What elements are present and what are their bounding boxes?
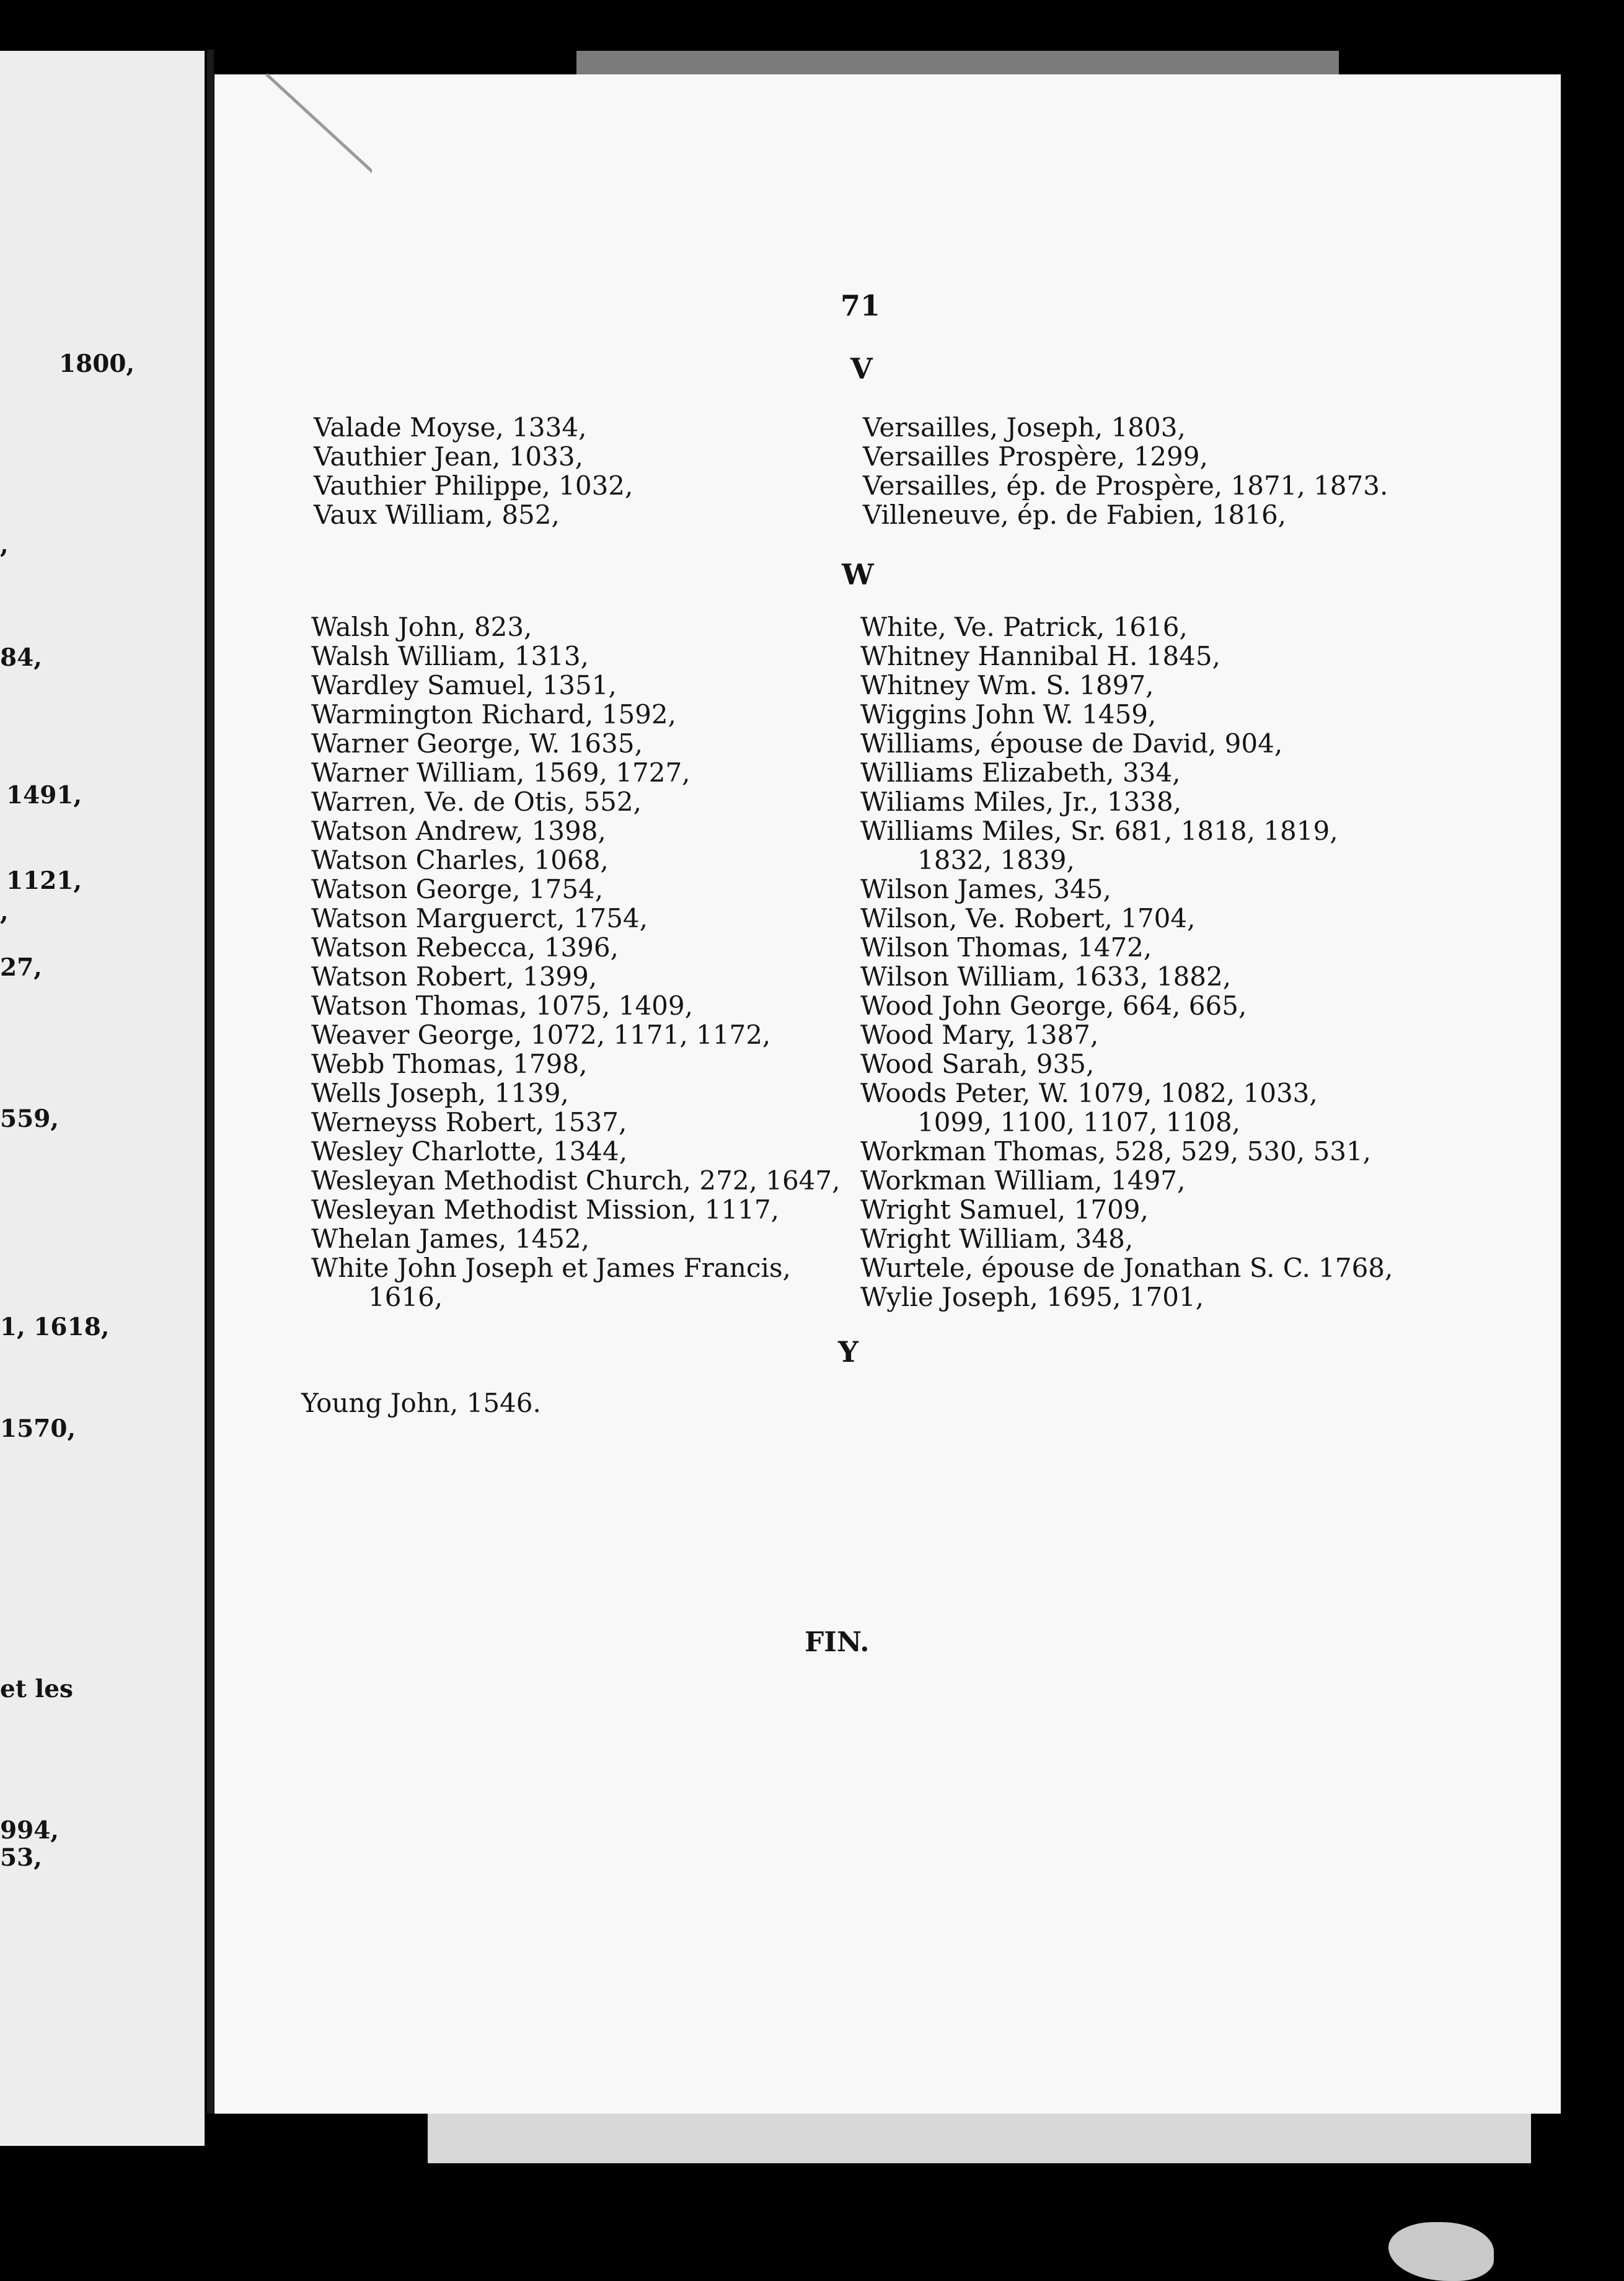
section-letter-v: V — [850, 352, 873, 386]
index-entry: White John Joseph et James Francis, — [311, 1253, 791, 1283]
index-entry: Watson Robert, 1399, — [311, 961, 598, 992]
left-fragment: , — [0, 898, 9, 926]
fold-shadow — [576, 51, 1339, 76]
index-entry-continuation: 1099, 1100, 1107, 1108, — [917, 1107, 1241, 1137]
index-entry: Versailles Prospère, 1299, — [863, 441, 1208, 472]
index-entry: Wood Mary, 1387, — [860, 1020, 1099, 1050]
index-entry: Watson Andrew, 1398, — [311, 816, 606, 846]
index-entry: Vauthier Jean, 1033, — [314, 441, 583, 472]
index-entry: Valade Moyse, 1334, — [314, 412, 587, 443]
index-entry: Watson Marguerct, 1754, — [311, 903, 648, 933]
index-entry: Wright William, 348, — [860, 1224, 1134, 1254]
index-entry: Wesley Charlotte, 1344, — [311, 1136, 628, 1167]
gutter-line — [207, 50, 214, 2114]
left-fragment: 994, — [0, 1816, 59, 1845]
index-entry: Webb Thomas, 1798, — [311, 1049, 588, 1079]
index-entry: Vaux William, 852, — [314, 500, 560, 530]
left-fragment: 1, 1618, — [0, 1313, 110, 1341]
left-fragment: , — [0, 531, 9, 559]
left-fragment: 1570, — [0, 1414, 76, 1443]
index-entry: Williams Elizabeth, 334, — [860, 757, 1181, 788]
index-entry: Werneyss Robert, 1537, — [311, 1107, 627, 1137]
index-entry: White, Ve. Patrick, 1616, — [860, 612, 1188, 642]
index-entry: Wesleyan Methodist Church, 272, 1647, — [311, 1165, 841, 1196]
index-entry-continuation: 1616, — [368, 1282, 443, 1312]
index-entry: Williams Miles, Sr. 681, 1818, 1819, — [860, 816, 1338, 846]
index-entry: Workman William, 1497, — [860, 1165, 1186, 1196]
left-fragment: 27, — [0, 953, 42, 982]
index-entry: Warmington Richard, 1592, — [311, 699, 676, 730]
index-entry: Versailles, Joseph, 1803, — [863, 412, 1186, 443]
index-entry: Wood John George, 664, 665, — [860, 990, 1247, 1021]
section-letter-w: W — [842, 558, 874, 591]
index-entry: Wilson Thomas, 1472, — [860, 932, 1152, 963]
index-entry: Wiliams Miles, Jr., 1338, — [860, 787, 1182, 817]
index-entry: Wood Sarah, 935, — [860, 1049, 1095, 1079]
left-fragment: 1491, — [6, 781, 82, 810]
index-entry: Watson Thomas, 1075, 1409, — [311, 990, 693, 1021]
index-entry: Versailles, ép. de Prospère, 1871, 1873. — [863, 470, 1388, 501]
fin-marker: FIN. — [805, 1626, 870, 1658]
index-entry: Whelan James, 1452, — [311, 1224, 589, 1254]
index-entry: Watson Rebecca, 1396, — [311, 932, 619, 963]
w-left-column — [311, 612, 840, 1312]
index-entry: Williams, épouse de David, 904, — [860, 728, 1283, 759]
index-entry: Workman Thomas, 528, 529, 530, 531, — [860, 1136, 1371, 1167]
corner-mark — [1388, 2222, 1494, 2281]
index-entry: Wilson James, 345, — [860, 874, 1111, 904]
index-entry: Woods Peter, W. 1079, 1082, 1033, — [860, 1078, 1318, 1108]
index-entry: Warren, Ve. de Otis, 552, — [311, 787, 642, 817]
index-entry: Wesleyan Methodist Mission, 1117, — [311, 1194, 780, 1225]
left-fragment: et les — [0, 1675, 73, 1703]
index-entry: Wylie Joseph, 1695, 1701, — [860, 1282, 1204, 1312]
index-entry: Weaver George, 1072, 1171, 1172, — [311, 1020, 771, 1050]
index-entry: Warner George, W. 1635, — [311, 728, 643, 759]
index-entry: Whitney Hannibal H. 1845, — [860, 641, 1220, 671]
index-entry: Whitney Wm. S. 1897, — [860, 670, 1154, 700]
left-fragment: 1121, — [6, 867, 82, 895]
index-entry: Vauthier Philippe, 1032, — [314, 470, 633, 501]
page-number: 71 — [841, 289, 881, 322]
left-fragment: 84, — [0, 643, 42, 672]
index-entry: Watson Charles, 1068, — [311, 845, 609, 875]
v-left-column — [314, 413, 633, 529]
index-entry: Wilson, Ve. Robert, 1704, — [860, 903, 1196, 933]
index-entry: Wurtele, épouse de Jonathan S. C. 1768, — [860, 1253, 1393, 1283]
index-entry: Watson George, 1754, — [311, 874, 604, 904]
index-entry: Warner William, 1569, 1727, — [311, 757, 691, 788]
index-entry: Walsh William, 1313, — [311, 641, 589, 671]
index-entry: Young John, 1546. — [301, 1388, 541, 1418]
index-entry: Walsh John, 823, — [311, 612, 532, 642]
index-entry: Wardley Samuel, 1351, — [311, 670, 617, 700]
index-entry: Wells Joseph, 1139, — [311, 1078, 569, 1108]
index-entry: Wiggins John W. 1459, — [860, 699, 1157, 730]
bottom-strip — [428, 2114, 1531, 2163]
left-page — [0, 51, 205, 2146]
left-fragment: 1800, — [59, 350, 135, 378]
index-entry: Wright Samuel, 1709, — [860, 1194, 1149, 1225]
fold-crease — [0, 50, 372, 248]
left-fragment: 559, — [0, 1105, 59, 1133]
index-entry-continuation: 1832, 1839, — [917, 845, 1075, 875]
index-entry: Wilson William, 1633, 1882, — [860, 961, 1232, 992]
v-right-column — [863, 413, 1388, 529]
left-fragment: 53, — [0, 1843, 42, 1872]
section-letter-y: Y — [838, 1335, 858, 1369]
w-right-column — [860, 612, 1393, 1312]
index-entry: Villeneuve, ép. de Fabien, 1816, — [863, 500, 1287, 530]
